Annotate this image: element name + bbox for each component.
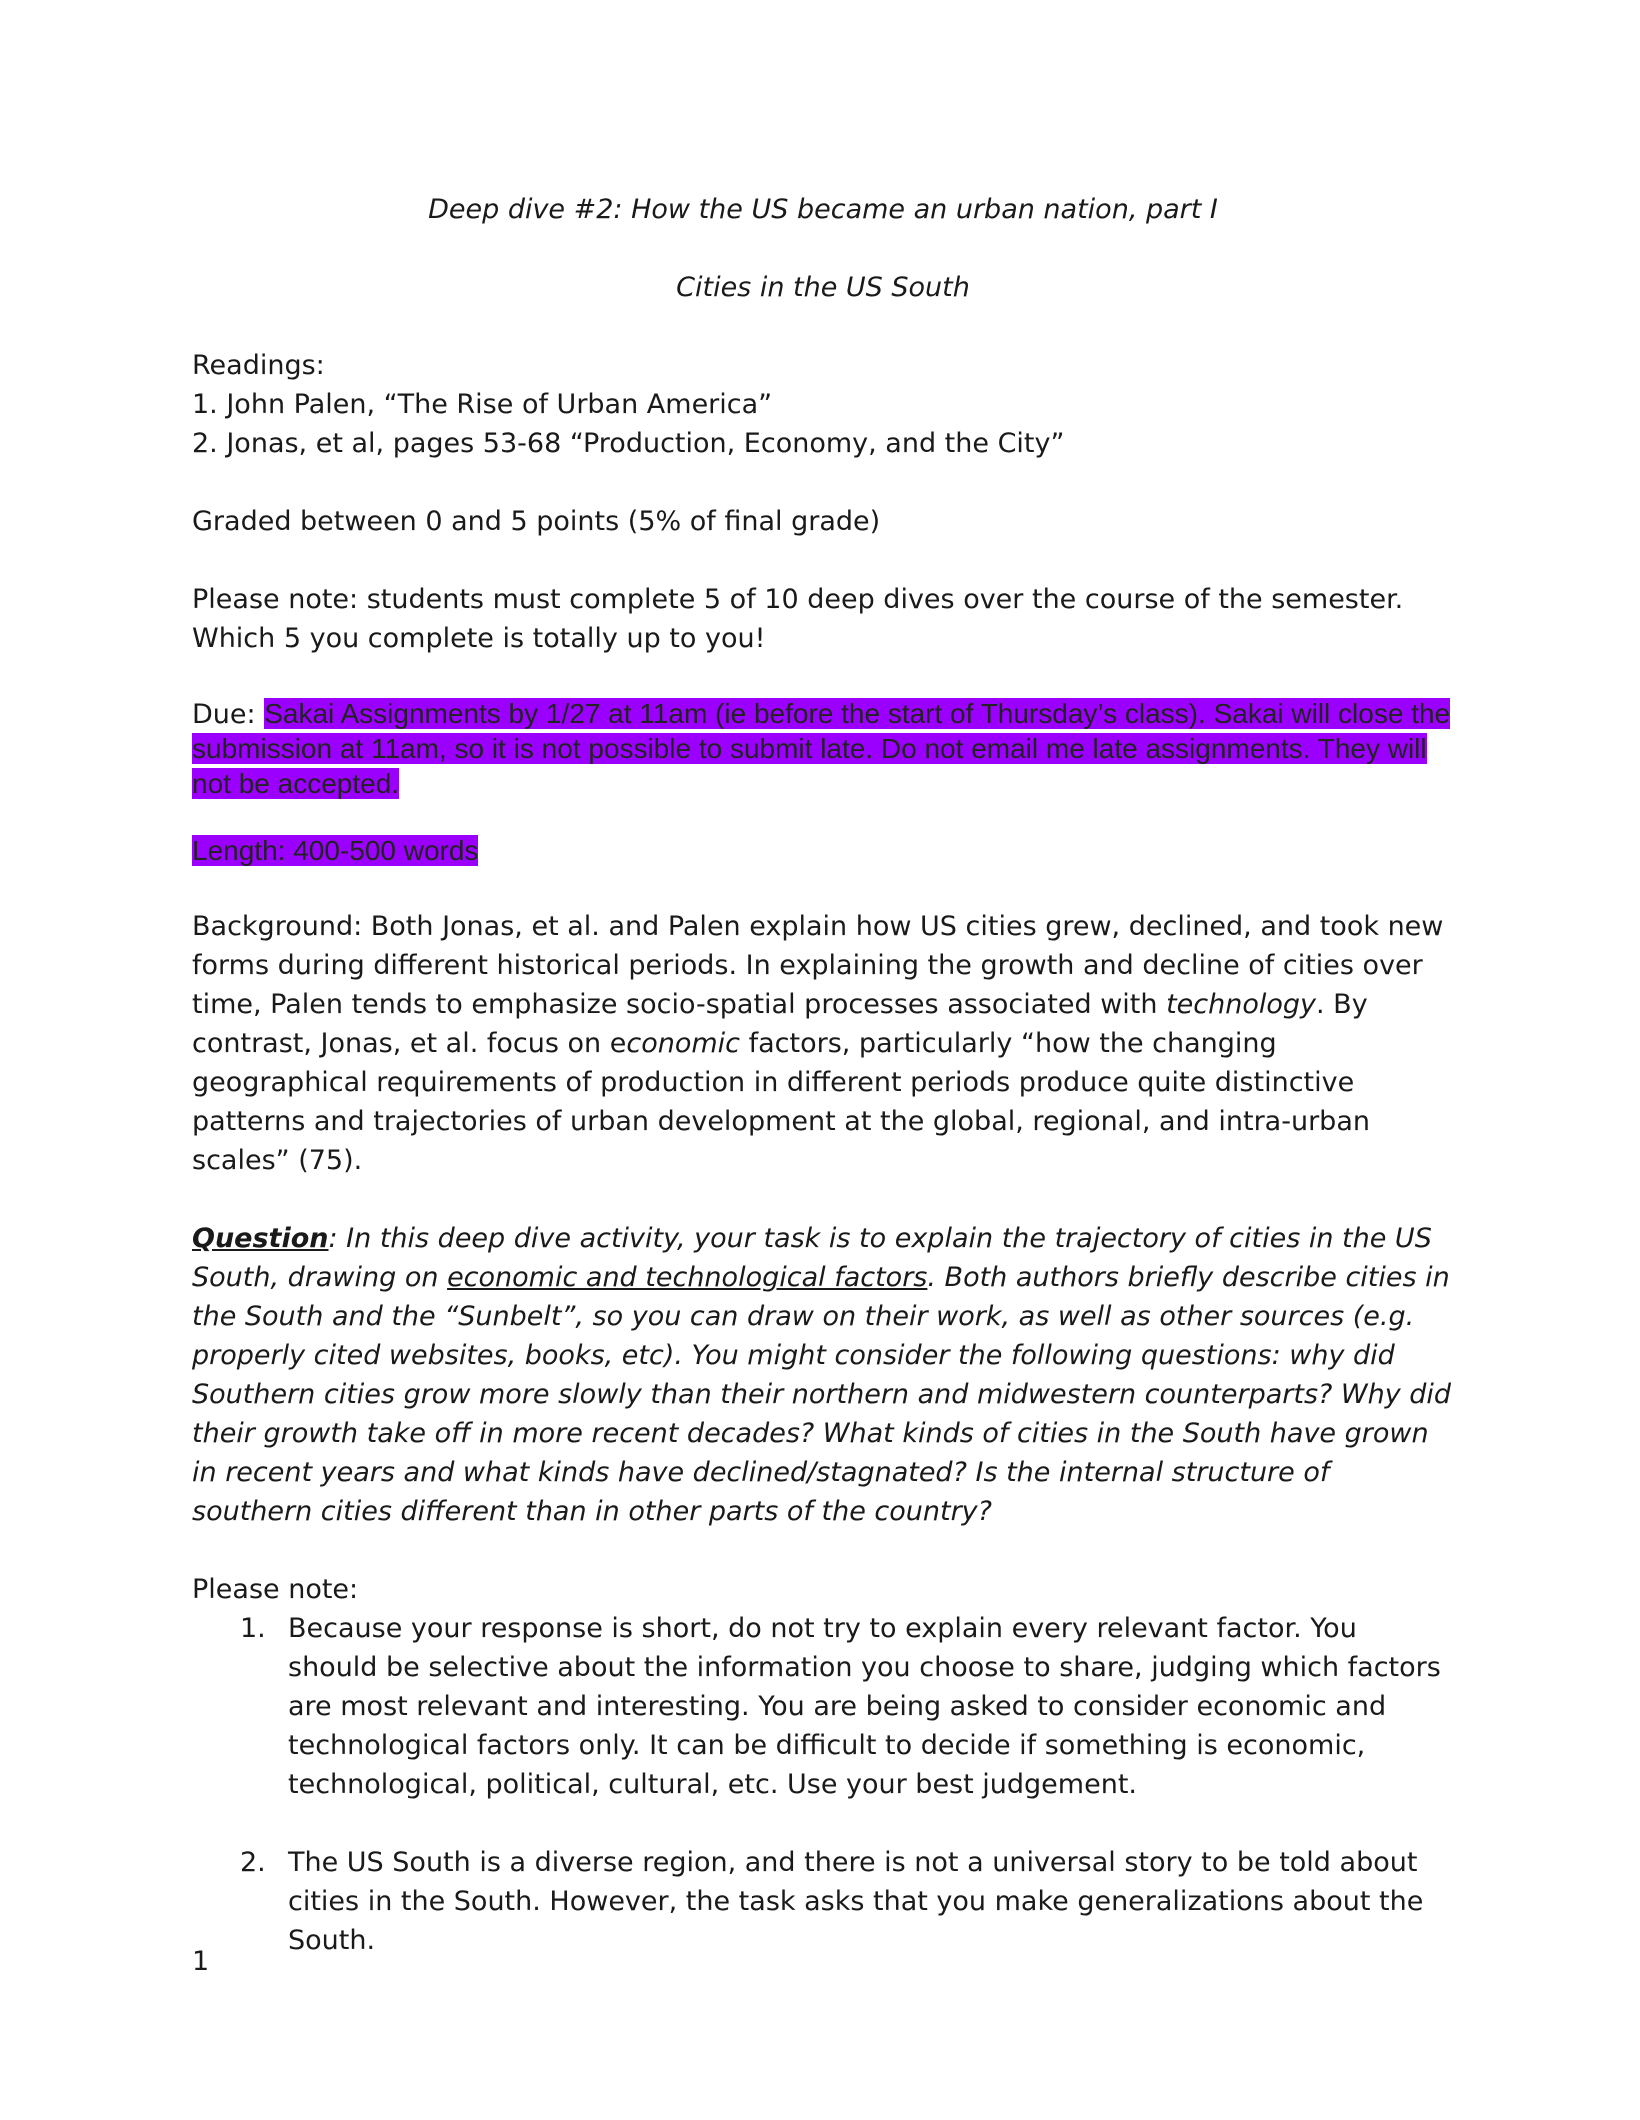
readings-label: Readings: <box>192 350 325 381</box>
list-number: 1. <box>240 1613 266 1644</box>
list-item <box>192 1609 1454 1804</box>
due-label: Due: <box>192 699 265 730</box>
document-title: Deep dive #2: How the US became an urban nation, part I <box>428 194 1218 225</box>
background-paragraph <box>192 907 1454 1180</box>
note-intro: Please note: students must complete 5 of 10 deep dives over the course of the semester. Which 5 you complete is totally up to you! <box>192 584 1404 654</box>
list-text: Because your response is short, do not try to explain every relevant factor. You should be selective about the information you choose to share, judging which factors are most relevant and interesting. You are being asked to consider economic and technological factors only. It can be difficult to decide if something is economic, technological, political, cultural, etc. Use your best judgement. <box>288 1613 1441 1800</box>
background-text: . By contrast, Jonas, et al. focus on e <box>192 989 1368 1059</box>
grading-info: Graded between 0 and 5 points (5% of final grade) <box>192 506 881 537</box>
page-number: 1 <box>192 1946 210 1977</box>
background-text: Background: Both Jonas, et al. and Palen explain how US cities grew, declined, and took new forms during different historical periods. In explaining the growth and decline of cities over time, Palen tends to emphasize socio-spatial processes associated with <box>192 911 1444 1020</box>
list-text: The US South is a diverse region, and there is not a universal story to be told about cities in the South. However, the task asks that you make generalizations about the South. <box>288 1847 1424 1956</box>
background-emphasis: conomic <box>626 1028 741 1059</box>
document-subtitle: Cities in the US South <box>676 272 970 303</box>
question-underlined: economic and technological factors <box>447 1262 928 1293</box>
notes-label: Please note: <box>192 1574 359 1605</box>
document-body <box>192 190 1454 1960</box>
reading-item: 2. Jonas, et al, pages 53-68 “Production, Economy, and the City” <box>192 428 1065 459</box>
question-text: . Both authors briefly describe cities in the South and the “Sunbelt”, so you can draw on their work, as well as other sources (e.g. properly cited websites, books, etc). You might consider the following questions: why did Southern cities grow more slowly than their northern and midwestern counterparts? Why did their growth take off in more recent decades? What kinds of cities in the South have grown in recent years and what kinds have declined/stagnated? Is the internal structure of southern cities different than in other parts of the country? <box>192 1262 1452 1527</box>
due-paragraph <box>192 697 1454 802</box>
reading-item: 1. John Palen, “The Rise of Urban America” <box>192 389 773 420</box>
question-text: : In this deep dive activity, your task is to explain the trajectory of cities in the US South, drawing on <box>192 1223 1432 1293</box>
due-highlight: Sakai Assignments by 1/27 at 11am (ie before the start of Thursday’s class). Sakai will close the submission at 11am, so it is not possible to submit late. Do not email me late assignments. They will not be accepted. <box>192 698 1451 799</box>
background-text: factors, particularly “how the changing geographical requirements of production in different periods produce quite distinctive patterns and trajectories of urban development at the global, regional, and intra-urban scales” (75). <box>192 1028 1370 1176</box>
list-number: 2. <box>240 1847 266 1878</box>
length-paragraph <box>192 834 1454 869</box>
list-item <box>192 1843 1454 1960</box>
notes-list <box>192 1609 1454 1960</box>
length-highlight: Length: 400-500 words <box>192 835 479 866</box>
background-emphasis: technology <box>1166 989 1317 1020</box>
question-paragraph <box>192 1219 1454 1531</box>
question-label: Question <box>192 1223 329 1254</box>
